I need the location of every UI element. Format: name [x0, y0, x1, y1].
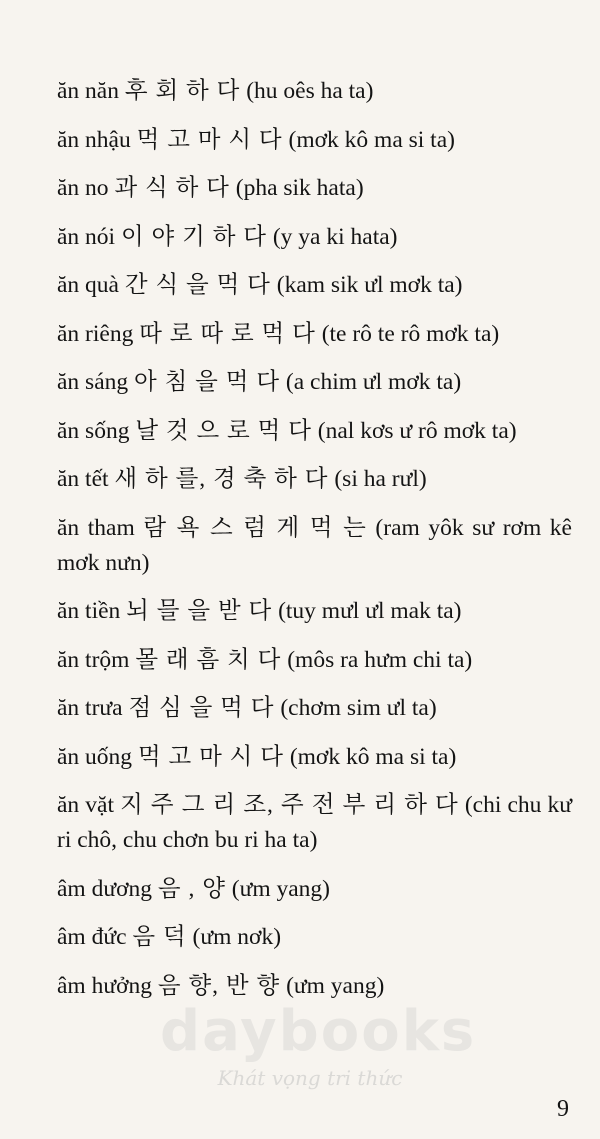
- dictionary-entry: [57, 365, 572, 400]
- entry-korean: 새 하 를, 경 축 하 다: [114, 466, 329, 492]
- entry-romanization: (a chim ưl mơk ta): [285, 369, 462, 395]
- entry-headword: ăn uống: [57, 743, 133, 770]
- dictionary-entry: [57, 220, 572, 255]
- entry-headword: ăn sống: [57, 417, 130, 444]
- entry-headword: ăn quà: [57, 272, 119, 298]
- entry-korean: 지 주 그 리 조, 주 전 부 리 하 다: [120, 792, 459, 818]
- entry-romanization: (ưm yang): [231, 875, 331, 902]
- entry-headword: ăn riêng: [57, 320, 134, 347]
- entry-list: [57, 74, 572, 1017]
- page-number: 9: [557, 1096, 569, 1122]
- entry-romanization: (si ha rưl): [334, 466, 427, 492]
- entry-headword: âm đức: [57, 924, 127, 950]
- entry-korean: 람 욕 스 럼 게 먹 는: [143, 514, 367, 541]
- entry-headword: ăn sáng: [57, 369, 129, 395]
- dictionary-entry: [57, 872, 572, 907]
- dictionary-entry: [57, 788, 572, 858]
- entry-korean: 아 침 을 먹 다: [134, 369, 281, 395]
- entry-romanization: (kam sik ưl mơk ta): [276, 272, 463, 298]
- entry-headword: âm hưởng: [57, 972, 152, 999]
- entry-headword: ăn trưa: [57, 695, 123, 721]
- entry-korean: 날 것 으 로 먹 다: [135, 417, 312, 444]
- dictionary-entry: [57, 171, 572, 206]
- entry-korean: 후 회 하 다: [124, 78, 241, 104]
- entry-headword: ăn năn: [57, 78, 119, 104]
- dictionary-entry: [57, 74, 572, 109]
- entry-korean: 음 , 양: [157, 875, 226, 902]
- dictionary-entry: [57, 691, 572, 726]
- entry-romanization: (hu oês ha ta): [246, 78, 374, 104]
- entry-headword: ăn no: [57, 175, 109, 201]
- dictionary-entry: [57, 511, 572, 581]
- entry-romanization: (ram yôk sư rơm kê mơk nưn): [57, 514, 572, 576]
- dictionary-entry: [57, 268, 572, 303]
- entry-korean: 먹 고 마 시 다: [137, 743, 284, 770]
- entry-korean: 간 식 을 먹 다: [124, 272, 271, 298]
- entry-headword: ăn nói: [57, 223, 116, 250]
- dictionary-entry: [57, 920, 572, 955]
- entry-romanization: (chi chu kư ri chô, chu chơn bu ri ha ta): [57, 792, 573, 853]
- entry-romanization: (ưm yang): [286, 972, 385, 999]
- entry-korean: 먹 고 마 시 다: [136, 126, 283, 153]
- entry-korean: 따 로 따 로 먹 다: [139, 320, 316, 347]
- entry-romanization: (chơm sim ưl ta): [280, 695, 437, 721]
- dictionary-entry: [57, 740, 572, 775]
- dictionary-entry: [57, 317, 572, 352]
- dictionary-entry: [57, 594, 572, 629]
- watermark-logo: daybooks: [160, 999, 477, 1064]
- dictionary-entry: [57, 462, 572, 497]
- entry-korean: 몰 래 흠 치 다: [135, 646, 282, 673]
- entry-romanization: (ưm nơk): [192, 924, 282, 950]
- dictionary-entry: [57, 643, 572, 678]
- entry-romanization: (mơk kô ma si ta): [289, 743, 457, 770]
- entry-headword: ăn vặt: [57, 792, 114, 818]
- watermark-tagline: Khát vọng tri thức: [217, 1066, 403, 1090]
- entry-headword: ăn tham: [57, 514, 135, 541]
- entry-romanization: (y ya ki hata): [272, 223, 398, 250]
- entry-headword: ăn trộm: [57, 646, 130, 673]
- entry-headword: ăn tiền: [57, 598, 121, 624]
- entry-romanization: (pha sik hata): [235, 175, 364, 201]
- entry-romanization: (nal kơs ư rô mơk ta): [317, 417, 517, 444]
- entry-korean: 점 심 을 먹 다: [128, 695, 275, 721]
- entry-romanization: (mơk kô ma si ta): [288, 126, 455, 153]
- entry-romanization: (môs ra hưm chi ta): [287, 646, 473, 673]
- entry-headword: ăn tết: [57, 466, 109, 492]
- entry-korean: 이 야 기 하 다: [120, 223, 267, 250]
- entry-korean: 과 식 하 다: [114, 175, 230, 201]
- entry-headword: ăn nhậu: [57, 126, 131, 153]
- dictionary-entry: [57, 414, 572, 449]
- entry-korean: 음 덕: [132, 924, 187, 950]
- entry-romanization: (te rô te rô mơk ta): [321, 320, 500, 347]
- dictionary-entry: [57, 123, 572, 158]
- dictionary-entry: [57, 969, 572, 1004]
- entry-romanization: (tuy mưl ưl mak ta): [278, 598, 462, 624]
- entry-headword: âm dương: [57, 875, 152, 902]
- entry-korean: 뇌 믈 을 받 다: [126, 598, 273, 624]
- entry-korean: 음 향, 반 향: [157, 972, 281, 999]
